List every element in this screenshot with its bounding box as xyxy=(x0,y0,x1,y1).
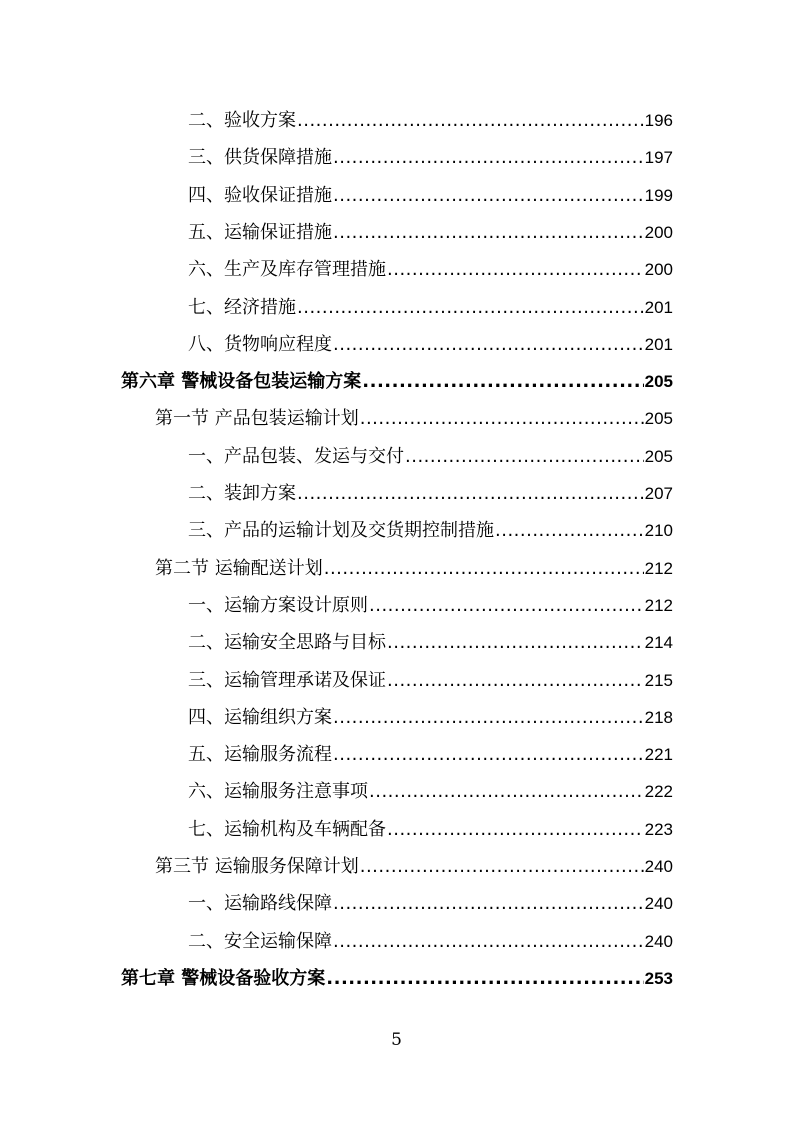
toc-entry-page: 200 xyxy=(644,260,673,280)
toc-entry-page: 196 xyxy=(644,111,673,130)
toc-entry-page: 214 xyxy=(644,633,673,653)
toc-entry-item[interactable] xyxy=(188,139,673,176)
toc-entry-title: 六、运输服务注意事项 xyxy=(188,781,368,803)
toc-entry-page: 240 xyxy=(644,857,673,876)
dot-leader xyxy=(333,885,644,922)
page-number: 5 xyxy=(391,1030,402,1050)
toc-entry-page: 199 xyxy=(644,185,673,205)
toc-entry-item[interactable] xyxy=(188,736,673,773)
dot-leader xyxy=(333,214,644,251)
toc-entry-title: 一、运输方案设计原则 xyxy=(188,594,368,616)
toc-entry-item[interactable] xyxy=(188,811,673,848)
toc-entry-page: 200 xyxy=(644,222,673,242)
toc-entry-page: 205 xyxy=(644,409,673,429)
toc-entry-page: 222 xyxy=(644,782,673,802)
toc-entry-title: 七、运输机构及车辆配备 xyxy=(188,818,386,840)
toc-entry-chapter[interactable] xyxy=(121,363,673,400)
toc-entry-title: 二、运输安全思路与目标 xyxy=(188,632,386,654)
toc-entry-page: 201 xyxy=(644,297,673,317)
toc-entry-section[interactable] xyxy=(155,550,673,587)
toc-entry-item[interactable] xyxy=(188,251,673,288)
dot-leader xyxy=(387,811,644,848)
dot-leader xyxy=(333,923,644,960)
dot-leader xyxy=(360,400,644,437)
toc-entry-page: 218 xyxy=(644,707,673,727)
dot-leader xyxy=(297,289,644,326)
toc-entry-item[interactable] xyxy=(188,587,673,624)
dot-leader xyxy=(333,699,644,736)
toc-entry-title: 三、运输管理承诺及保证 xyxy=(188,669,386,691)
dot-leader xyxy=(369,587,644,624)
dot-leader xyxy=(405,438,644,475)
toc-entry-item[interactable] xyxy=(188,438,673,475)
toc-entry-page: 240 xyxy=(644,894,673,914)
toc-entry-title: 第六章 警械设备包装运输方案 xyxy=(121,371,362,393)
dot-leader xyxy=(333,326,644,363)
toc-entry-page: 205 xyxy=(644,446,673,466)
dot-leader xyxy=(369,773,644,810)
toc-entry-title: 四、运输组织方案 xyxy=(188,706,332,728)
toc-entry-title: 第二节 运输配送计划 xyxy=(155,557,323,579)
toc-entry-page: 221 xyxy=(644,745,673,765)
toc-entry-item[interactable] xyxy=(188,512,673,549)
dot-leader xyxy=(326,960,643,997)
dot-leader xyxy=(387,662,644,699)
dot-leader xyxy=(362,363,643,400)
toc-entry-title: 六、生产及库存管理措施 xyxy=(188,259,386,281)
dot-leader xyxy=(387,251,644,288)
toc-entry-page: 210 xyxy=(644,521,673,541)
dot-leader xyxy=(333,139,644,176)
toc-entry-item[interactable] xyxy=(188,773,673,810)
toc-entry-page: 212 xyxy=(644,558,673,578)
toc-entry-title: 一、运输路线保障 xyxy=(188,893,332,915)
toc-entry-title: 三、供货保障措施 xyxy=(188,147,332,169)
dot-leader xyxy=(387,624,644,661)
dot-leader xyxy=(297,475,644,512)
toc-entry-title: 八、货物响应程度 xyxy=(188,333,332,355)
toc-entry-item[interactable] xyxy=(188,662,673,699)
toc-entry-page: 223 xyxy=(644,819,673,839)
toc-entry-title: 二、验收方案 xyxy=(188,110,296,131)
toc-entry-page: 207 xyxy=(644,484,673,503)
toc-entry-page: 212 xyxy=(644,595,673,615)
toc-entry-title: 一、产品包装、发运与交付 xyxy=(188,445,404,467)
toc-entry-page: 205 xyxy=(644,372,673,392)
toc-entry-title: 五、运输保证措施 xyxy=(188,221,332,243)
dot-leader xyxy=(360,848,644,885)
toc-entry-title: 四、验收保证措施 xyxy=(188,184,332,206)
toc-entry-item[interactable] xyxy=(188,624,673,661)
toc-entry-title: 三、产品的运输计划及交货期控制措施 xyxy=(188,520,494,542)
toc-entry-page: 253 xyxy=(644,968,673,988)
dot-leader xyxy=(333,736,644,773)
toc-entry-chapter[interactable] xyxy=(121,960,673,997)
toc-entry-title: 二、安全运输保障 xyxy=(188,930,332,952)
toc-entry-section[interactable] xyxy=(155,848,673,885)
toc-entry-item[interactable] xyxy=(188,326,673,363)
dot-leader xyxy=(333,177,644,214)
dot-leader xyxy=(324,550,644,587)
toc-entry-title: 七、经济措施 xyxy=(188,296,296,318)
toc-entry-section[interactable] xyxy=(155,400,673,437)
toc-entry-title: 第三节 运输服务保障计划 xyxy=(155,856,359,877)
toc-entry-item[interactable] xyxy=(188,289,673,326)
toc-entry-item[interactable] xyxy=(188,475,673,512)
toc-entry-page: 197 xyxy=(644,148,673,168)
toc-entry-item[interactable] xyxy=(188,214,673,251)
toc-entry-title: 二、装卸方案 xyxy=(188,483,296,504)
toc-entry-item[interactable] xyxy=(188,923,673,960)
toc-entry-page: 201 xyxy=(644,334,673,354)
toc-entry-page: 215 xyxy=(644,670,673,690)
toc-entry-item[interactable] xyxy=(188,885,673,922)
toc-entry-page: 240 xyxy=(644,931,673,951)
toc-entry-title: 第七章 警械设备验收方案 xyxy=(121,967,326,989)
dot-leader xyxy=(297,102,644,139)
toc-entry-item[interactable] xyxy=(188,177,673,214)
toc-entry-title: 第一节 产品包装运输计划 xyxy=(155,408,359,430)
toc-entry-title: 五、运输服务流程 xyxy=(188,744,332,766)
toc-entry-item[interactable] xyxy=(188,699,673,736)
dot-leader xyxy=(495,512,644,549)
toc-entry-item[interactable] xyxy=(188,102,673,139)
